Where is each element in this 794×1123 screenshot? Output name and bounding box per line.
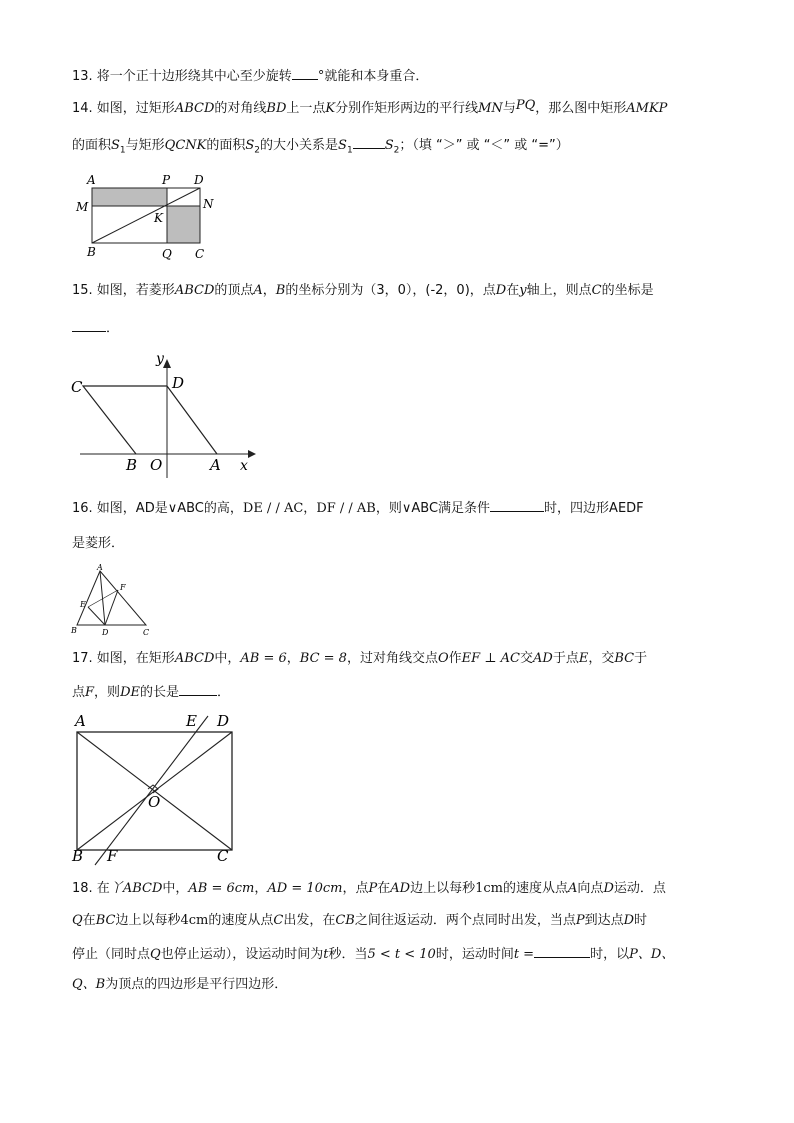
segment-de <box>88 607 105 625</box>
q14-text: 的对角线 <box>214 101 267 116</box>
math-s2: S <box>384 138 394 153</box>
q18-text: ，点 <box>342 881 369 896</box>
q18-text: 时，运动时间 <box>435 947 514 962</box>
question-15-line-2 <box>72 318 119 338</box>
q14-text: 的面积 <box>72 138 112 153</box>
math-c: C <box>273 913 284 928</box>
q18-text: 向点 <box>577 881 604 896</box>
math-e: E <box>578 651 589 666</box>
q15-text: 的顶点 <box>214 283 254 298</box>
label-c: C <box>217 847 229 865</box>
q16-text: ，则∨ABC满足条件 <box>375 501 491 516</box>
q15-text: 15. 如图，若菱形 <box>72 283 175 298</box>
q15-text: ， <box>262 283 276 298</box>
math-ad: AD <box>533 651 553 666</box>
q14-text: ，那么图中矩形 <box>535 101 627 116</box>
question-17-line-1 <box>72 650 647 668</box>
label-y: y <box>156 351 164 367</box>
math-d: D <box>603 881 614 896</box>
math-bc: BC <box>95 913 116 928</box>
question-14-line-2 <box>72 135 569 160</box>
label-a: A <box>210 456 221 474</box>
math-t: t <box>323 947 329 962</box>
math-d: D <box>623 913 635 928</box>
math-de-parallel-ac: DE / / AC <box>242 501 304 516</box>
q18-text: ， <box>254 881 268 896</box>
math-t-equals: t = <box>513 947 535 962</box>
label-x: x <box>240 458 248 474</box>
q18-text: 边上以每秒 <box>115 913 181 928</box>
math-bc-eq-8: BC = 8 <box>299 651 347 666</box>
shaded-rectangle-qcnk <box>167 206 200 243</box>
question-18-line-4 <box>72 976 287 994</box>
math-sub: 1 <box>346 145 353 156</box>
label-c: C <box>195 247 205 261</box>
label-d: D <box>172 374 185 392</box>
q13-answer-blank[interactable] <box>292 66 318 80</box>
segment-df <box>105 590 118 625</box>
q16-text: 是菱形． <box>72 536 125 551</box>
math-sub: 1 <box>119 145 126 156</box>
question-16-line-2 <box>72 535 124 553</box>
math-pq: PQ <box>515 98 536 113</box>
math-o: O <box>437 651 449 666</box>
math-b: B <box>275 283 286 298</box>
label-f: F <box>107 847 118 865</box>
math-1cm: 1cm <box>475 881 504 896</box>
question-13 <box>72 66 428 86</box>
label-b: B <box>126 456 138 474</box>
label-e: E <box>80 600 86 609</box>
q15-answer-blank[interactable] <box>72 318 106 332</box>
segment-ef <box>95 716 208 865</box>
math-p: P <box>368 881 378 896</box>
label-e: E <box>186 712 197 730</box>
label-d: D <box>194 173 204 187</box>
q17-text: 17. 如图，在矩形 <box>72 651 175 666</box>
q14-text: 与矩形 <box>125 138 165 153</box>
question-16-line-1 <box>72 498 644 518</box>
q18-text: 在 <box>82 913 96 928</box>
question-17-line-2 <box>72 682 230 702</box>
math-sub: 2 <box>393 145 400 156</box>
q14-text: 14. 如图，过矩形 <box>72 101 175 116</box>
math-amkp: AMKP <box>626 101 668 116</box>
math-bc: BC <box>614 651 635 666</box>
q14-text: 与 <box>502 101 516 116</box>
math-a: A <box>568 881 578 896</box>
math-bd: BD <box>266 101 287 116</box>
q18-text: 运动．点 <box>613 881 666 896</box>
math-ab-eq-6cm: AB = 6cm <box>188 881 255 896</box>
math-qcnk: QCNK <box>164 138 207 153</box>
math-s1: S <box>111 138 120 153</box>
q16-triangle-figure <box>70 563 170 643</box>
q17-text: 于点 <box>552 651 579 666</box>
q18-text: 出发，在 <box>283 913 336 928</box>
q14-text: 的大小关系是 <box>260 138 339 153</box>
math-k: K <box>325 101 336 116</box>
math-q: Q <box>72 913 83 928</box>
math-q: Q <box>150 947 161 962</box>
q14-text: ；（填 “＞” 或 “＜” 或 “=”） <box>399 138 569 153</box>
q17-text: ，交 <box>588 651 615 666</box>
q17-text: 点 <box>72 685 86 700</box>
label-a: A <box>75 712 86 730</box>
label-b: B <box>72 847 84 865</box>
label-a: A <box>87 173 96 187</box>
label-o: O <box>148 793 161 811</box>
math-ab-eq-6: AB = 6 <box>240 651 287 666</box>
q15-text: 的坐标是 <box>601 283 654 298</box>
triangle-abc <box>77 571 146 625</box>
q17-text: 于 <box>634 651 648 666</box>
label-d: D <box>102 628 109 637</box>
label-m: M <box>76 200 89 214</box>
q18-text: 之间往返运动．两个点同时出发，当点 <box>354 913 576 928</box>
label-b: B <box>71 626 77 635</box>
label-b: B <box>87 245 96 259</box>
q15-text: 的坐标分别为（3，0），(-2，0)，点 <box>285 283 496 298</box>
q18-text: 中， <box>162 881 189 896</box>
math-t-range: 5 < t < 10 <box>367 947 436 962</box>
q15-text: 在 <box>506 283 520 298</box>
math-c: C <box>591 283 602 298</box>
x-axis-arrow <box>248 450 256 458</box>
math-parallelogram-abcd: 丫ABCD <box>109 881 163 896</box>
q18-text: 时 <box>634 913 648 928</box>
label-c: C <box>71 378 83 396</box>
question-18-line-2 <box>72 912 647 930</box>
math-cb: CB <box>335 913 355 928</box>
q18-text: 的速度从点 <box>503 881 569 896</box>
q18-text: 时，以 <box>590 947 630 962</box>
q17-text: ，则 <box>94 685 121 700</box>
label-n: N <box>203 197 214 211</box>
math-ad: AD <box>390 881 411 896</box>
q16-text: ， <box>303 501 317 516</box>
label-a: A <box>97 563 103 572</box>
q18-text: 边上以每秒 <box>410 881 476 896</box>
math-a: A <box>253 283 263 298</box>
math-mn: MN <box>478 101 503 116</box>
q16-answer-blank[interactable] <box>490 498 544 512</box>
math-d: D <box>495 283 507 298</box>
label-c: C <box>143 628 150 637</box>
math-s2: S <box>245 138 255 153</box>
q15-text: 轴上，则点 <box>526 283 592 298</box>
math-4cm: 4cm <box>180 913 209 928</box>
math-abcd: ABCD <box>174 651 215 666</box>
q18-text: 秒．当 <box>328 947 368 962</box>
question-15-line-1 <box>72 282 654 300</box>
q17-text: 交 <box>520 651 534 666</box>
q18-answer-blank[interactable] <box>534 944 590 958</box>
math-de: DE <box>120 685 140 700</box>
math-y: y <box>519 283 527 298</box>
q17-text: 的长是 <box>139 685 179 700</box>
question-18-line-1 <box>72 880 666 898</box>
label-f: F <box>120 583 126 592</box>
q17-text: ． <box>217 685 231 700</box>
math-sub: 2 <box>254 145 261 156</box>
q17-text: 作 <box>448 651 462 666</box>
label-d: D <box>217 712 230 730</box>
q17-answer-blank[interactable] <box>179 682 217 696</box>
q18-text: 的速度从点 <box>208 913 274 928</box>
math-abcd: ABCD <box>174 101 215 116</box>
label-k: K <box>154 211 163 225</box>
math-ad-eq-10cm: AD = 10cm <box>267 881 343 896</box>
question-14-line-1 <box>72 100 667 118</box>
q18-text: 18. 在 <box>72 881 110 896</box>
math-abcd: ABCD <box>174 283 215 298</box>
q16-text: 16. 如图，AD是∨ABC的高， <box>72 501 243 516</box>
q13-text-end: °就能和本身重合． <box>317 69 429 84</box>
label-o: O <box>150 456 163 474</box>
rhombus-abcd <box>83 386 217 454</box>
math-ef-perp-ac: EF ⊥ AC <box>461 651 520 666</box>
q14-text: 上一点 <box>286 101 326 116</box>
q14-text: 的面积 <box>206 138 246 153</box>
q14-answer-blank[interactable] <box>353 135 385 149</box>
q18-text: 到达点 <box>584 913 624 928</box>
q18-text: 也停止运动），设运动时间为 <box>160 947 324 962</box>
q16-text: 时，四边形AEDF <box>544 501 644 516</box>
label-p: P <box>162 173 171 187</box>
label-q: Q <box>162 247 172 261</box>
q14-rectangle-figure <box>70 166 230 266</box>
q15-rhombus-figure <box>70 350 270 480</box>
math-p-d: P、D、 <box>629 947 675 962</box>
q17-text: ，过对角线交点 <box>346 651 438 666</box>
question-18-line-3 <box>72 944 674 964</box>
math-p: P <box>575 913 585 928</box>
q18-text: 停止（同时点 <box>72 947 151 962</box>
shaded-rectangle-amkp <box>92 188 167 206</box>
q17-text: 中， <box>214 651 241 666</box>
q17-rectangle-figure <box>70 708 250 868</box>
math-q-b: Q、B <box>72 977 106 992</box>
q14-text: 分别作矩形两边的平行线 <box>335 101 479 116</box>
math-s1: S <box>338 138 347 153</box>
q15-text: ． <box>106 321 120 336</box>
q13-text: 13. 将一个正十边形绕其中心至少旋转 <box>72 69 292 84</box>
math-f: F <box>85 685 95 700</box>
q18-text: 为顶点的四边形是平行四边形． <box>105 977 288 992</box>
q17-text: ， <box>286 651 300 666</box>
math-df-parallel-ab: DF / / AB <box>316 501 376 516</box>
q18-text: 在 <box>377 881 391 896</box>
y-axis-arrow <box>163 359 171 368</box>
